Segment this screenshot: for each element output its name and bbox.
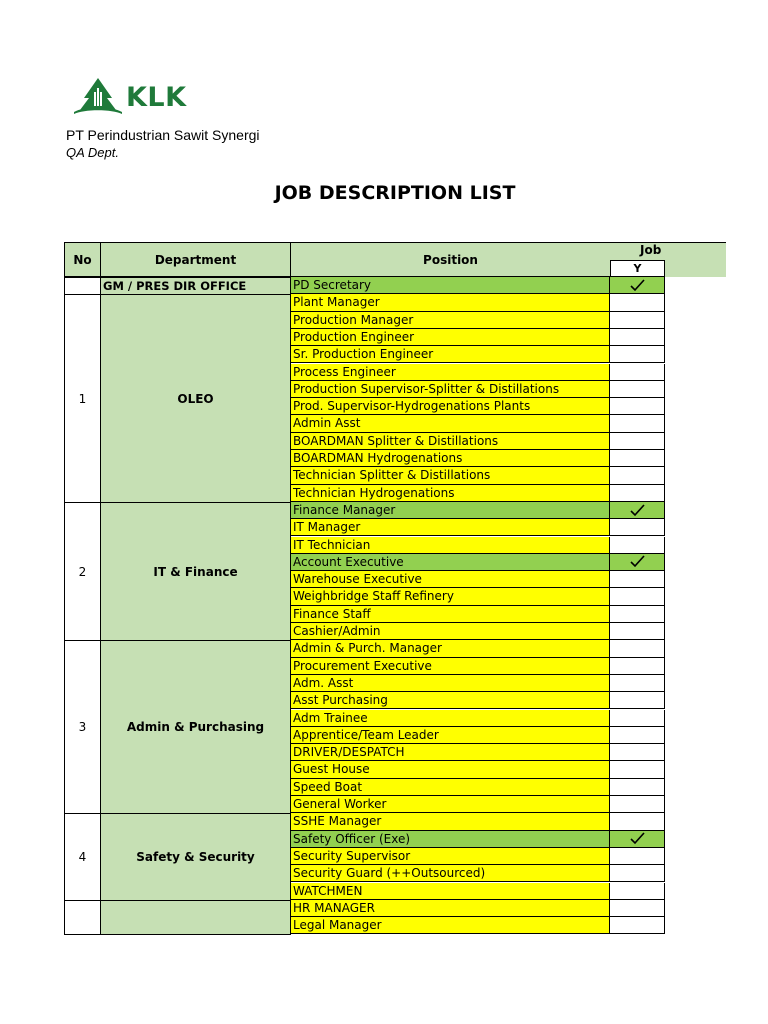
job-checkbox[interactable] xyxy=(610,848,665,865)
job-checkbox[interactable] xyxy=(610,883,665,900)
job-checkbox[interactable] xyxy=(610,312,665,329)
position-cell: BOARDMAN Splitter & Distillations xyxy=(290,433,610,450)
job-checkbox[interactable] xyxy=(610,485,665,502)
job-checkbox[interactable] xyxy=(610,761,665,778)
job-checkbox[interactable] xyxy=(610,831,665,848)
position-cell: SSHE Manager xyxy=(290,813,610,830)
position-cell: Production Engineer xyxy=(290,329,610,346)
job-checkbox[interactable] xyxy=(610,415,665,432)
job-checkbox[interactable] xyxy=(610,900,665,917)
row-no-cell: 1 xyxy=(64,294,101,503)
position-cell: Technician Splitter & Distillations xyxy=(290,467,610,484)
position-cell: HR MANAGER xyxy=(290,900,610,917)
position-cell: IT Manager xyxy=(290,519,610,536)
job-checkbox[interactable] xyxy=(610,692,665,709)
job-checkbox[interactable] xyxy=(610,779,665,796)
job-checkbox[interactable] xyxy=(610,519,665,536)
header-job: Job xyxy=(640,243,662,257)
position-cell: Admin & Purch. Manager xyxy=(290,640,610,657)
position-cell: Plant Manager xyxy=(290,294,610,311)
position-cell: Asst Purchasing xyxy=(290,692,610,709)
header-position: Position xyxy=(290,242,611,277)
job-checkbox[interactable] xyxy=(610,917,665,934)
company-name: PT Perindustrian Sawit Synergi xyxy=(66,127,260,143)
position-cell: Adm. Asst xyxy=(290,675,610,692)
job-checkbox[interactable] xyxy=(610,606,665,623)
row-no-cell: 3 xyxy=(64,640,101,814)
job-checkbox[interactable] xyxy=(610,727,665,744)
position-cell: Sr. Production Engineer xyxy=(290,346,610,363)
job-checkbox[interactable] xyxy=(610,398,665,415)
department-cell: GM / PRES DIR OFFICE xyxy=(100,277,291,295)
position-cell: Finance Manager xyxy=(290,502,610,519)
position-cell: General Worker xyxy=(290,796,610,813)
department-cell: Safety & Security xyxy=(100,813,291,901)
logo-text: KLK xyxy=(126,82,187,113)
position-cell: Cashier/Admin xyxy=(290,623,610,640)
checkmark-icon xyxy=(630,555,645,568)
table-left-border xyxy=(64,242,65,934)
row-no-cell: 4 xyxy=(64,813,101,901)
position-cell: Process Engineer xyxy=(290,364,610,381)
job-checkbox[interactable] xyxy=(610,346,665,363)
department-cell: IT & Finance xyxy=(100,502,291,641)
row-no-cell xyxy=(64,900,101,936)
row-no-cell xyxy=(64,277,101,295)
position-cell: Admin Asst xyxy=(290,415,610,432)
job-checkbox[interactable] xyxy=(610,294,665,311)
position-cell: DRIVER/DESPATCH xyxy=(290,744,610,761)
job-checkbox[interactable] xyxy=(610,450,665,467)
position-cell: Apprentice/Team Leader xyxy=(290,727,610,744)
job-checkbox[interactable] xyxy=(610,588,665,605)
job-checkbox[interactable] xyxy=(610,710,665,727)
position-cell: Technician Hydrogenations xyxy=(290,485,610,502)
position-cell: Security Guard (++Outsourced) xyxy=(290,865,610,882)
department-cell: Admin & Purchasing xyxy=(100,640,291,814)
position-cell: Security Supervisor xyxy=(290,848,610,865)
position-cell: Account Executive xyxy=(290,554,610,571)
position-cell: WATCHMEN xyxy=(290,883,610,900)
position-cell: Finance Staff xyxy=(290,606,610,623)
position-cell: Weighbridge Staff Refinery xyxy=(290,588,610,605)
job-checkbox[interactable] xyxy=(610,658,665,675)
job-checkbox[interactable] xyxy=(610,537,665,554)
job-checkbox[interactable] xyxy=(610,640,665,657)
job-checkbox[interactable] xyxy=(610,329,665,346)
position-cell: BOARDMAN Hydrogenations xyxy=(290,450,610,467)
job-checkbox[interactable] xyxy=(610,502,665,519)
position-cell: Production Manager xyxy=(290,312,610,329)
job-checkbox[interactable] xyxy=(610,571,665,588)
position-cell: Adm Trainee xyxy=(290,710,610,727)
department-line: QA Dept. xyxy=(66,145,119,160)
job-checkbox[interactable] xyxy=(610,433,665,450)
job-checkbox[interactable] xyxy=(610,364,665,381)
department-cell: OLEO xyxy=(100,294,291,503)
job-checkbox[interactable] xyxy=(610,467,665,484)
job-checkbox[interactable] xyxy=(610,554,665,571)
job-checkbox[interactable] xyxy=(610,623,665,640)
position-cell: Prod. Supervisor-Hydrogenations Plants xyxy=(290,398,610,415)
position-cell: Safety Officer (Exe) xyxy=(290,831,610,848)
checkmark-icon xyxy=(630,832,645,845)
header-department: Department xyxy=(100,242,291,277)
position-cell: Speed Boat xyxy=(290,779,610,796)
job-checkbox[interactable] xyxy=(610,865,665,882)
position-cell: IT Technician xyxy=(290,537,610,554)
header-no: No xyxy=(64,242,101,277)
row-no-cell: 2 xyxy=(64,502,101,641)
job-checkbox[interactable] xyxy=(610,675,665,692)
position-cell: Production Supervisor-Splitter & Distillations xyxy=(290,381,610,398)
job-checkbox[interactable] xyxy=(610,813,665,830)
position-cell: Warehouse Executive xyxy=(290,571,610,588)
position-cell: Legal Manager xyxy=(290,917,610,934)
checkmark-icon xyxy=(630,279,645,292)
checkmark-icon xyxy=(630,504,645,517)
position-cell: Guest House xyxy=(290,761,610,778)
job-checkbox[interactable] xyxy=(610,744,665,761)
job-checkbox[interactable] xyxy=(610,277,665,294)
job-checkbox[interactable] xyxy=(610,381,665,398)
department-cell xyxy=(100,900,291,936)
position-cell: Procurement Executive xyxy=(290,658,610,675)
page-title: JOB DESCRIPTION LIST xyxy=(274,182,516,204)
job-checkbox[interactable] xyxy=(610,796,665,813)
header-y: Y xyxy=(610,260,665,277)
position-cell: PD Secretary xyxy=(290,277,610,294)
